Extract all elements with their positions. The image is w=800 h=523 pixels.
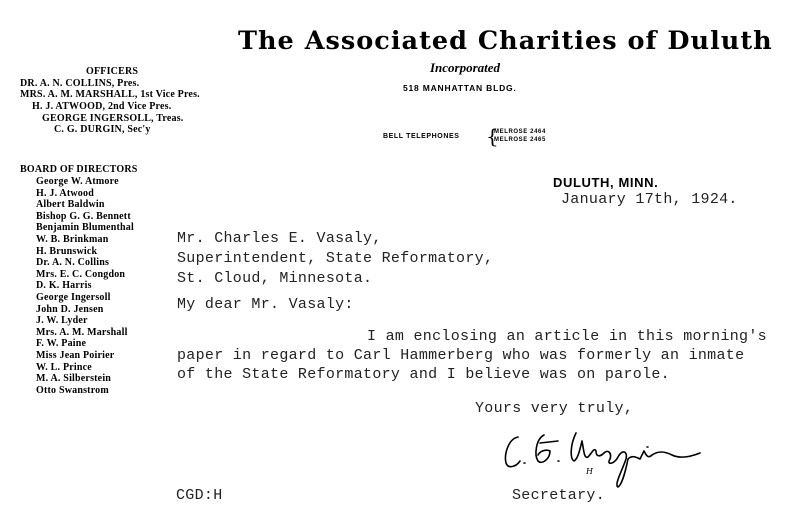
recipient-line: Mr. Charles E. Vasaly, (177, 230, 382, 247)
board-member-list (36, 176, 134, 396)
closing: Yours very truly, (475, 400, 634, 417)
officers-heading: OFFICERS (86, 66, 139, 77)
signature-mark: H (586, 467, 593, 476)
board-member: D. K. Harris (36, 280, 92, 292)
board-member: Benjamin Blumenthal (36, 222, 134, 234)
officer-item: MRS. A. M. MARSHALL, 1st Vice Pres. (20, 89, 200, 100)
officer-item: C. G. DURGIN, Sec'y (54, 124, 151, 135)
handwritten-signature (500, 425, 710, 495)
board-member: George Ingersoll (36, 291, 111, 303)
board-member: M. A. Silberstein (36, 373, 112, 385)
telephone-number: MELROSE 2464 (494, 129, 546, 135)
board-member: Bishop G. G. Bennett (36, 210, 131, 222)
telephone-numbers (494, 128, 546, 144)
salutation: My dear Mr. Vasaly: (177, 296, 354, 313)
board-member: W. L. Prince (36, 361, 92, 373)
officer-item: GEORGE INGERSOLL, Treas. (42, 113, 184, 124)
officer-item: H. J. ATWOOD, 2nd Vice Pres. (32, 101, 172, 112)
board-member: F. W. Paine (36, 338, 87, 350)
officer-item: DR. A. N. COLLINS, Pres. (20, 78, 140, 89)
letterhead-address: 518 MANHATTAN BLDG. (403, 83, 517, 93)
recipient-address (177, 229, 493, 289)
board-heading: BOARD OF DIRECTORS (20, 164, 138, 175)
body-line: paper in regard to Carl Hammerberg who was formerly an inmate (177, 347, 745, 364)
board-member: Mrs. E. C. Congdon (36, 268, 126, 280)
board-member: J. W. Lyder (36, 315, 88, 327)
incorporated-label: Incorporated (430, 60, 501, 75)
telephone-brace: { (486, 124, 499, 148)
board-member: H. Brunswick (36, 245, 98, 257)
board-member: John D. Jensen (36, 303, 104, 315)
recipient-line: St. Cloud, Minnesota. (177, 270, 373, 287)
board-member: W. B. Brinkman (36, 233, 109, 245)
board-member: H. J. Atwood (36, 187, 94, 199)
telephone-number: MELROSE 2465 (494, 137, 546, 143)
reference-initials: CGD:H (176, 487, 223, 504)
board-member: Otto Swanstrom (36, 384, 109, 396)
letter-date: January 17th, 1924. (561, 191, 738, 208)
board-member: Dr. A. N. Collins (36, 257, 110, 269)
signer-title: Secretary. (512, 487, 606, 504)
body-line: of the State Reformatory and I believe was on parole. (177, 366, 670, 383)
letterhead-city: DULUTH, MINN. (553, 175, 659, 190)
board-member: George W. Atmore (36, 176, 119, 187)
organization-title: The Associated Charities of Duluth (238, 26, 773, 55)
board-member: Albert Baldwin (36, 199, 105, 211)
body-line: I am enclosing an article in this morning's (367, 328, 767, 345)
board-member: Miss Jean Poirier (36, 349, 115, 361)
board-member: Mrs. A. M. Marshall (36, 326, 128, 338)
recipient-line: Superintendent, State Reformatory, (177, 250, 494, 267)
telephone-label: BELL TELEPHONES (383, 133, 460, 140)
